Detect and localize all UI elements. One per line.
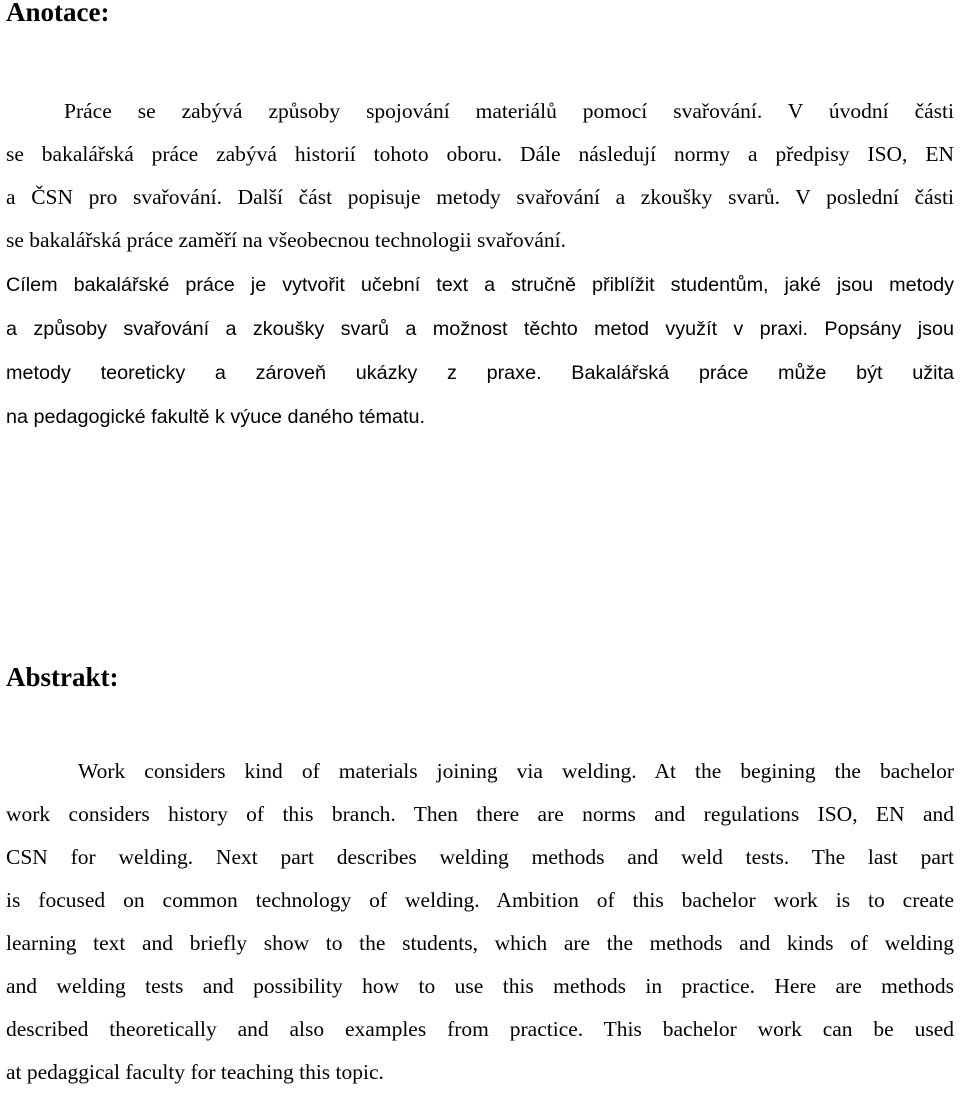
abstrakt-line-3: CSN for welding. Next part describes welding methods and weld tests. The last part [6, 845, 954, 869]
abstrakt-line-1: Work considers kind of materials joining via welding. At the begining the bachelor [78, 759, 954, 783]
anotace-line-2: se bakalářská práce zabývá historií tohoto oboru. Dále následují normy a předpisy ISO, EN [6, 142, 954, 166]
abstrakt-line-4: is focused on common technology of welding. Ambition of this bachelor work is to create [6, 888, 954, 912]
anotace-line-5: Cílem bakalářské práce je vytvořit učební text a stručně přiblížit studentům, jaké jsou metody [6, 274, 954, 296]
anotace-line-8: na pedagogické fakultě k výuce daného tématu. [6, 406, 425, 428]
anotace-line-7: metody teoreticky a zároveň ukázky z praxe. Bakalářská práce může být užita [6, 362, 954, 384]
anotace-line-6: a způsoby svařování a zkoušky svarů a možnost těchto metod využít v praxi. Popsány jsou [6, 318, 954, 340]
abstrakt-line-6: and welding tests and possibility how to use this methods in practice. Here are methods [6, 974, 954, 998]
anotace-line-3: a ČSN pro svařování. Další část popisuje metody svařování a zkoušky svarů. V poslední části [6, 185, 954, 209]
anotace-line-1: Práce se zabývá způsoby spojování materiálů pomocí svařování. V úvodní části [64, 99, 954, 123]
abstrakt-line-8: at pedaggical faculty for teaching this topic. [6, 1060, 384, 1084]
abstrakt-line-2: work considers history of this branch. Then there are norms and regulations ISO, EN and [6, 802, 954, 826]
abstrakt-line-7: described theoretically and also examples from practice. This bachelor work can be used [6, 1017, 954, 1041]
anotace-heading: Anotace: [6, 0, 110, 27]
abstrakt-heading: Abstrakt: [6, 662, 119, 692]
abstrakt-line-5: learning text and briefly show to the students, which are the methods and kinds of welding [6, 931, 954, 955]
anotace-line-4: se bakalářská práce zaměří na všeobecnou technologii svařování. [6, 228, 566, 252]
